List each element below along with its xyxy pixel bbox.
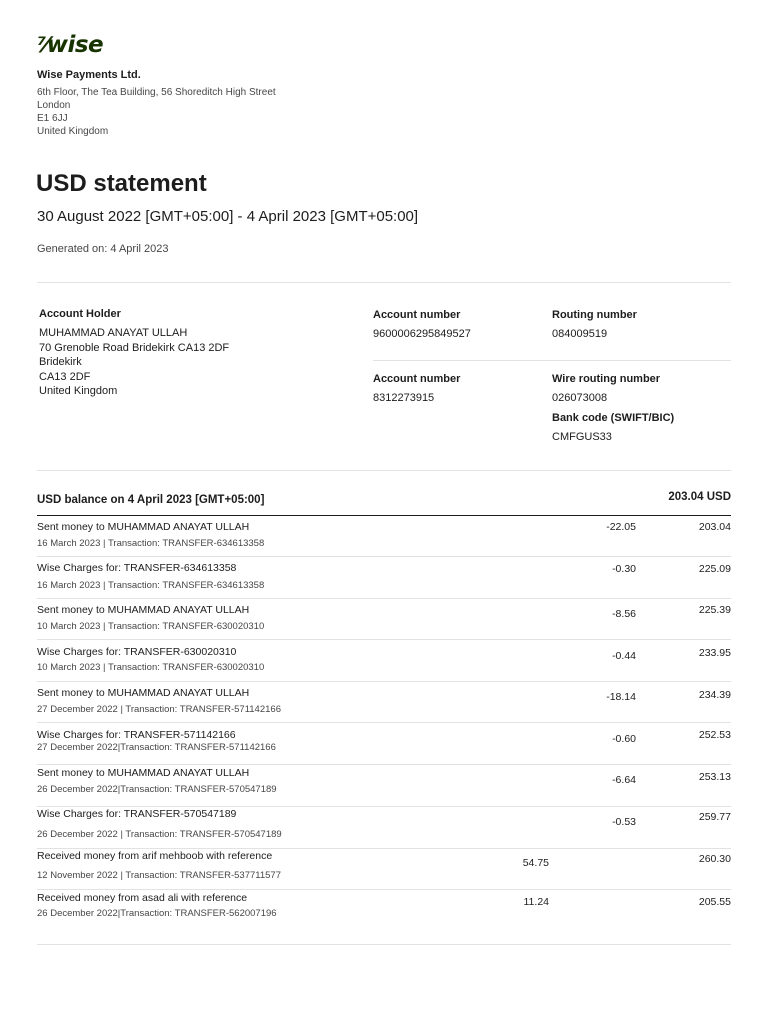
transaction-amount: -0.30 — [612, 563, 636, 575]
transaction-description: Sent money to MUHAMMAD ANAYAT ULLAH — [37, 767, 250, 779]
row-divider — [37, 764, 731, 765]
transaction-meta: 16 March 2023 | Transaction: TRANSFER-634613358 — [37, 538, 265, 549]
swift-value: CMFGUS33 — [552, 431, 612, 443]
wire-routing-label: Wire routing number — [552, 373, 661, 385]
transaction-description: Sent money to MUHAMMAD ANAYAT ULLAH — [37, 687, 250, 699]
transaction-incoming-amount: 11.24 — [523, 896, 549, 908]
transaction-description: Wise Charges for: TRANSFER-630020310 — [37, 646, 237, 658]
row-divider — [37, 889, 731, 890]
transaction-meta: 26 December 2022|Transaction: TRANSFER-562007196 — [37, 908, 277, 919]
wire-routing-value: 026073008 — [552, 392, 608, 404]
transaction-amount: -0.44 — [612, 650, 636, 662]
account-holder-line: MUHAMMAD ANAYAT ULLAH — [39, 327, 188, 339]
transaction-meta: 10 March 2023 | Transaction: TRANSFER-630020310 — [37, 662, 265, 673]
row-divider — [37, 598, 731, 599]
transaction-balance: 259.77 — [698, 811, 731, 823]
transaction-balance: 234.39 — [698, 689, 731, 701]
generated-date: Generated on: 4 April 2023 — [37, 243, 169, 255]
transaction-balance: 225.09 — [698, 563, 731, 575]
row-divider — [37, 848, 731, 849]
account-holder-line: United Kingdom — [39, 385, 118, 397]
transaction-amount: -0.60 — [612, 733, 636, 745]
transaction-balance: 233.95 — [698, 647, 731, 659]
transaction-meta: 10 March 2023 | Transaction: TRANSFER-630020310 — [37, 621, 265, 632]
transaction-description: Wise Charges for: TRANSFER-571142166 — [37, 729, 236, 741]
account-holder-label: Account Holder — [39, 308, 121, 320]
transaction-balance: 205.55 — [698, 896, 731, 908]
transaction-meta: 26 December 2022 | Transaction: TRANSFER-570547189 — [37, 829, 282, 840]
transaction-amount: -6.64 — [612, 774, 636, 786]
account-holder-line: 70 Grenoble Road Bridekirk CA13 2DF — [39, 341, 230, 354]
transaction-balance: 253.13 — [698, 771, 731, 783]
transaction-meta: 12 November 2022 | Transaction: TRANSFER-537711577 — [37, 870, 281, 881]
wise-logo — [37, 32, 103, 58]
transaction-description: Sent money to MUHAMMAD ANAYAT ULLAH — [37, 604, 250, 616]
account-holder-block — [39, 326, 229, 399]
transaction-amount: -18.14 — [606, 691, 636, 703]
company-address-line: London — [37, 100, 71, 111]
divider — [37, 944, 731, 945]
transaction-description: Received money from asad ali with reference — [37, 892, 248, 904]
transaction-balance: 225.39 — [698, 604, 731, 616]
company-name: Wise Payments Ltd. — [37, 69, 141, 81]
account-number-label: Account number — [373, 309, 461, 321]
transaction-balance: 252.53 — [698, 729, 731, 741]
divider — [373, 360, 731, 361]
transaction-balance: 260.30 — [698, 853, 731, 865]
transaction-amount: -22.05 — [606, 521, 636, 533]
account-number-value: 9600006295849527 — [373, 328, 471, 340]
wise-flag-icon: ⁷⁄ — [37, 33, 46, 57]
wise-logo-text: wise — [46, 32, 104, 58]
transaction-description: Sent money to MUHAMMAD ANAYAT ULLAH — [37, 521, 250, 533]
balance-divider — [37, 515, 731, 516]
account-holder-line: CA13 2DF — [39, 370, 91, 383]
transaction-description: Wise Charges for: TRANSFER-570547189 — [37, 808, 237, 820]
transaction-meta: 16 March 2023 | Transaction: TRANSFER-634613358 — [37, 580, 265, 591]
company-address-line: United Kingdom — [37, 126, 109, 137]
transaction-meta: 27 December 2022|Transaction: TRANSFER-571142166 — [37, 742, 276, 753]
transaction-amount: -8.56 — [612, 608, 636, 620]
transaction-description: Wise Charges for: TRANSFER-634613358 — [37, 562, 237, 574]
transaction-incoming-amount: 54.75 — [522, 857, 549, 869]
balance-value: 203.04 USD — [668, 491, 731, 503]
swift-label: Bank code (SWIFT/BIC) — [552, 412, 675, 424]
transaction-description: Received money from arif mehboob with reference — [37, 850, 273, 862]
balance-label: USD balance on 4 April 2023 [GMT+05:00] — [37, 494, 265, 506]
routing-number-value: 084009519 — [552, 328, 608, 340]
row-divider — [37, 722, 731, 723]
transaction-amount: -0.53 — [612, 816, 636, 828]
row-divider — [37, 681, 731, 682]
transaction-meta: 27 December 2022 | Transaction: TRANSFER-571142166 — [37, 704, 281, 715]
transaction-meta: 26 December 2022|Transaction: TRANSFER-570547189 — [37, 784, 277, 795]
statement-title: USD statement — [36, 170, 207, 197]
account-number-value: 8312273915 — [373, 392, 435, 404]
company-address-line: 6th Floor, The Tea Building, 56 Shoreditch High Street — [37, 87, 276, 98]
account-number-label: Account number — [373, 373, 461, 385]
divider — [37, 470, 731, 471]
statement-period: 30 August 2022 [GMT+05:00] - 4 April 2023 [GMT+05:00] — [37, 208, 419, 225]
row-divider — [37, 639, 731, 640]
company-address-line: E1 6JJ — [37, 113, 68, 124]
transaction-balance: 203.04 — [698, 521, 731, 533]
row-divider — [37, 806, 731, 807]
account-holder-line: Bridekirk — [39, 356, 82, 368]
row-divider — [37, 556, 731, 557]
routing-number-label: Routing number — [552, 309, 637, 321]
divider — [37, 282, 731, 283]
